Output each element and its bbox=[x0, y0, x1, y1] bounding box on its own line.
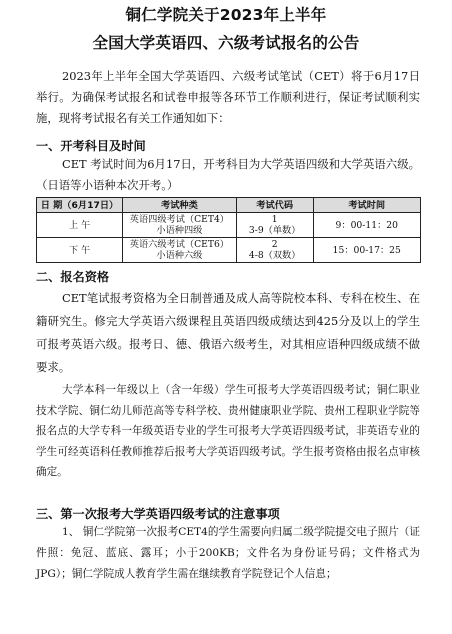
section-1-text: CET 考试时间为6月17日，开考科目为大学英语四级和大学英语六级。（日语等小语种本次开考。） bbox=[36, 157, 420, 192]
section-2-heading: 二、报名资格 bbox=[36, 270, 110, 284]
row-code bbox=[236, 238, 313, 263]
header-date: 日 期（6月17日） bbox=[37, 198, 123, 213]
row-time: 9：00-11：20 bbox=[313, 213, 420, 238]
code-line: 3-9（单数） bbox=[248, 225, 301, 236]
row-date: 下 午 bbox=[37, 238, 123, 263]
section-1-heading: 一、开考科目及时间 bbox=[36, 139, 146, 153]
code-line: 1 bbox=[271, 214, 278, 225]
header-code: 考试代码 bbox=[236, 198, 313, 213]
row-subject bbox=[122, 238, 236, 263]
subject-line: 小语种六级 bbox=[156, 250, 203, 261]
row-subject bbox=[122, 213, 236, 238]
code-line: 4-8（双数） bbox=[248, 250, 301, 261]
section-3-heading: 三、第一次报考大学英语四级考试的注意事项 bbox=[36, 507, 280, 521]
header-time: 考试时间 bbox=[313, 198, 420, 213]
subject-line: 英语六级考试（CET6） bbox=[129, 239, 229, 250]
subject-line: 小语种四级 bbox=[156, 225, 203, 236]
row-code bbox=[236, 213, 313, 238]
intro-paragraph: 2023年上半年全国大学英语四、六级考试笔试（CET）将于6月17日举行。为确保考试报名和试卷申报等各环节工作顺利进行，保证考试顺利实施，现将考试报名有关工作通知如下： bbox=[36, 69, 420, 125]
row-time: 15：00-17：25 bbox=[313, 238, 420, 263]
subject-line: 英语四级考试（CET4） bbox=[129, 214, 229, 225]
table-row bbox=[37, 238, 421, 263]
table-row bbox=[37, 213, 421, 238]
code-line: 2 bbox=[271, 239, 278, 250]
row-date: 上 午 bbox=[37, 213, 123, 238]
section-3-paragraph-1: 1、 铜仁学院第一次报考CET4的学生需要向归属二级学院提交电子照片（证件照：免冠、蓝底、露耳；小于200KB；文件名为身份证号码；文件格式为JPG）；铜仁学院成人教育学生需在继续教育学院登记个人信息； bbox=[36, 526, 420, 580]
section-2-paragraph-1: CET笔试报考资格为全日制普通及成人高等院校本科、专科在校生、在籍研究生。修完大学英语六级课程且英语四级成绩达到425分及以上的学生可报考英语六级。报考日、德、俄语六级考生，对其相应语种四级成绩不做要求。 bbox=[36, 291, 420, 374]
table-header-row bbox=[37, 198, 421, 213]
header-subject: 考试种类 bbox=[122, 198, 236, 213]
page-title-line-1: 铜仁学院关于2023年上半年 bbox=[125, 6, 327, 24]
page-title-line-2: 全国大学英语四、六级考试报名的公告 bbox=[92, 34, 360, 52]
exam-schedule-table bbox=[36, 197, 421, 263]
section-2-paragraph-2: 大学本科一年级以上（含一年级）学生可报考大学英语四级考试；铜仁职业技术学院、铜仁幼儿师范高等专科学校、贵州健康职业学院、贵州工程职业学院等报名点的大学专科一年级英语专业的学生可报考大学英语四级考试，非英语专业的学生可经英语科任教师推荐后报考大学英语四级考试。学生报考资格由报名点审核确定。 bbox=[36, 384, 420, 478]
